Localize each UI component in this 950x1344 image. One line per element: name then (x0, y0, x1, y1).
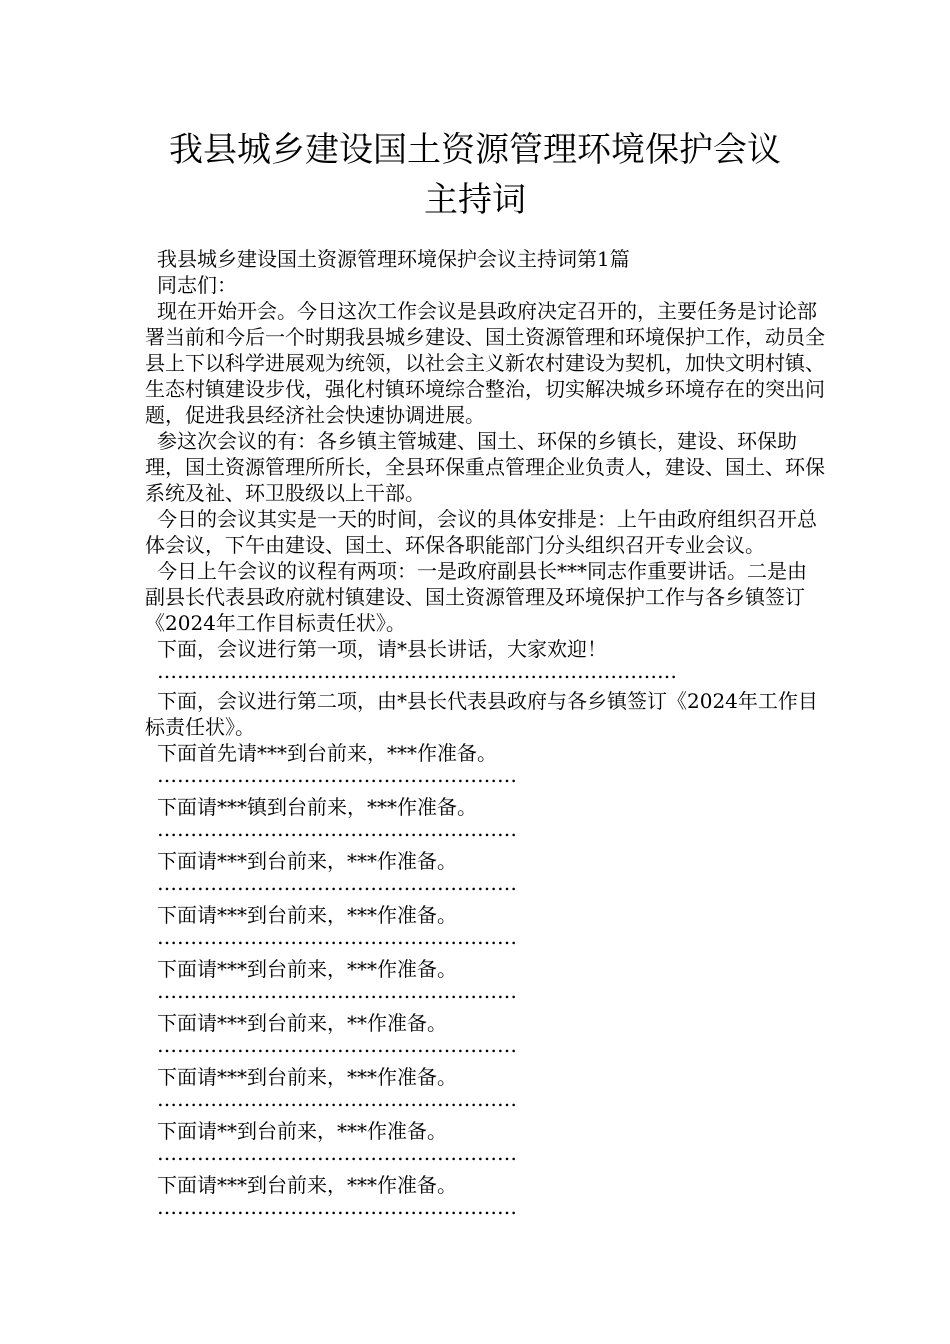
dotted-separator: ……………………………………………… (157, 1198, 517, 1219)
paragraph-agenda: 今日上午会议的议程有两项：一是政府副县长***同志作重要讲话。二是由副县长代表县政府就村镇建设、国土资源管理及环境保护工作与各乡镇签订《2024年工作目标责任状》。 (145, 559, 807, 635)
salutation: 同志们： (157, 273, 237, 297)
paragraph-item-two: 下面，会议进行第二项，由*县长代表县政府与各乡镇签订《2024年工作目标责任状》。 (145, 689, 818, 739)
dotted-separator: ……………………………………………… (157, 1090, 517, 1111)
list-item: 下面请***到台前来，***作准备。 (157, 957, 457, 981)
list-item: 下面请***镇到台前来，***作准备。 (157, 795, 477, 819)
paragraph-item-one: 下面，会议进行第一项，请*县长讲话，大家欢迎！ (157, 637, 607, 661)
section-heading: 我县城乡建设国土资源管理环境保护会议主持词第1篇 (157, 247, 630, 271)
dotted-separator: ……………………………………………… (157, 874, 517, 895)
dotted-separator: ……………………………………………… (157, 928, 517, 949)
dotted-separator: ……………………………………………… (157, 766, 517, 787)
dotted-separator: ……………………………………………… (157, 820, 517, 841)
dotted-separator: ……………………………………………… (157, 982, 517, 1003)
dotted-separator: …………………………………………………………………… (157, 662, 677, 683)
list-item: 下面请***到台前来，***作准备。 (157, 849, 457, 873)
list-item: 下面首先请***到台前来，***作准备。 (157, 741, 497, 765)
document-title-line2: 主持词 (424, 180, 526, 220)
paragraph-schedule: 今日的会议其实是一天的时间，会议的具体安排是：上午由政府组织召开总体会议，下午由建设、国土、环保各职能部门分头组织召开专业会议。 (145, 507, 817, 557)
list-item: 下面请**到台前来，***作准备。 (157, 1119, 447, 1143)
list-item: 下面请***到台前来，***作准备。 (157, 1173, 457, 1197)
paragraph-opening: 现在开始开会。今日这次工作会议是县政府决定召开的，主要任务是讨论部署当前和今后一个时期我县城乡建设、国土资源管理和环境保护工作，动员全县上下以科学进展观为统领，以社会主义新农村建设为契机，加快文明村镇、生态村镇建设步伐，强化村镇环境综合整治，切实解决城乡环境存在的突出问题，促进我县经济社会快速协调进展。 (145, 299, 825, 427)
signing-list (145, 740, 825, 1224)
paragraph-attendees: 参这次会议的有：各乡镇主管城建、国土、环保的乡镇长，建设、环保助理，国土资源管理所所长，全县环保重点管理企业负责人，建设、国土、环保系统及祉、环卫股级以上干部。 (145, 429, 825, 505)
document-body (145, 246, 825, 1226)
list-item: 下面请***到台前来，**作准备。 (157, 1011, 447, 1035)
dotted-separator: ……………………………………………… (157, 1036, 517, 1057)
list-item: 下面请***到台前来，***作准备。 (157, 903, 457, 927)
list-item: 下面请***到台前来，***作准备。 (157, 1065, 457, 1089)
dotted-separator: ……………………………………………… (157, 1144, 517, 1165)
document-title-line1: 我县城乡建设国土资源管理环境保护会议 (169, 130, 781, 170)
